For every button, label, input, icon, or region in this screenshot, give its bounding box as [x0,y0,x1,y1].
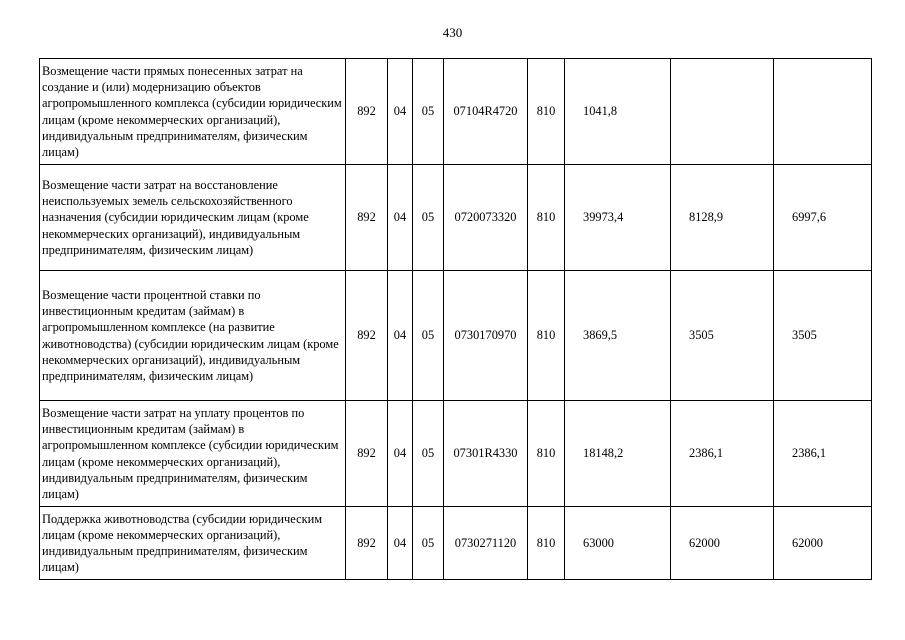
amount-3: 6997,6 [774,165,872,271]
amount-1: 1041,8 [565,59,671,165]
target-article-code: 07104R4720 [444,59,528,165]
amount-3: 62000 [774,507,872,580]
amount-1: 18148,2 [565,401,671,507]
table-row [40,165,872,271]
expense-type-code: 810 [528,59,565,165]
target-article-code: 07301R4330 [444,401,528,507]
row-description: Возмещение части прямых понесенных затрат на создание и (или) модернизацию объектов агропромышленного комплекса (субсидии юридическим лицам (кроме некоммерческих организаций), индивидуальным предпринимателям, физическим лицам) [40,59,346,165]
subsection-code: 05 [413,507,444,580]
amount-2: 62000 [671,507,774,580]
row-description: Поддержка животноводства (субсидии юридическим лицам (кроме некоммерческих организаций), индивидуальным предпринимателям, физическим лицам) [40,507,346,580]
ministry-code: 892 [346,271,388,401]
subsection-code: 05 [413,271,444,401]
expense-type-code: 810 [528,271,565,401]
ministry-code: 892 [346,507,388,580]
expense-type-code: 810 [528,165,565,271]
table-row [40,507,872,580]
amount-1: 63000 [565,507,671,580]
section-code: 04 [388,507,413,580]
amount-3: 3505 [774,271,872,401]
section-code: 04 [388,271,413,401]
ministry-code: 892 [346,165,388,271]
page-number: 430 [442,25,463,40]
section-code: 04 [388,59,413,165]
table-row [40,59,872,165]
amount-1: 39973,4 [565,165,671,271]
row-description: Возмещение части процентной ставки по инвестиционным кредитам (займам) в агропромышленном комплексе (на развитие животноводства) (субсидии юридическим лицам (кроме некоммерческих организаций), индивидуальным предпринимателям, физическим лицам) [40,271,346,401]
target-article-code: 0720073320 [444,165,528,271]
table-row [40,271,872,401]
amount-2: 8128,9 [671,165,774,271]
row-description: Возмещение части затрат на восстановление неиспользуемых земель сельскохозяйственного назначения (субсидии юридическим лицам (кроме некоммерческих организаций), индивидуальным предпринимателям, физическим лицам) [40,165,346,271]
budget-table [39,58,872,580]
ministry-code: 892 [346,401,388,507]
amount-2: 3505 [671,271,774,401]
subsection-code: 05 [413,401,444,507]
amount-2: 2386,1 [671,401,774,507]
section-code: 04 [388,165,413,271]
expense-type-code: 810 [528,507,565,580]
amount-1: 3869,5 [565,271,671,401]
expense-type-code: 810 [528,401,565,507]
section-code: 04 [388,401,413,507]
row-description: Возмещение части затрат на уплату процентов по инвестиционным кредитам (займам) в агропромышленном комплексе (субсидии юридическим лицам (кроме некоммерческих организаций), индивидуальным предпринимателям, физическим лицам) [40,401,346,507]
table-row [40,401,872,507]
amount-3: 2386,1 [774,401,872,507]
amount-3 [774,59,872,165]
target-article-code: 0730271120 [444,507,528,580]
target-article-code: 0730170970 [444,271,528,401]
ministry-code: 892 [346,59,388,165]
subsection-code: 05 [413,165,444,271]
subsection-code: 05 [413,59,444,165]
amount-2 [671,59,774,165]
